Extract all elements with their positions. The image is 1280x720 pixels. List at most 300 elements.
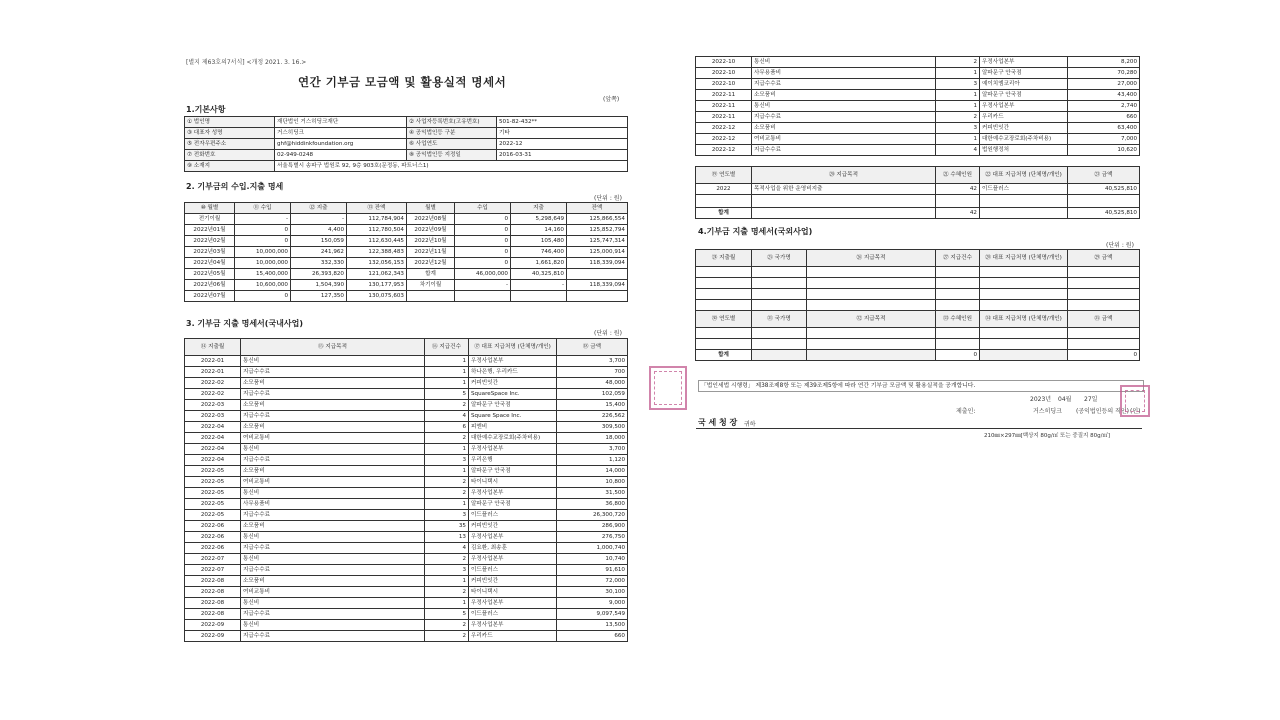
domestic-row-cell: 소모품비: [241, 400, 425, 411]
domestic-row-continued-cell: 우정사업본부: [980, 57, 1068, 68]
domestic-row-cell: 5: [425, 609, 469, 620]
income-expense-cell: 0: [455, 225, 511, 236]
domestic-expense-table: [184, 338, 628, 642]
domestic-row-cell: 2022-06: [185, 521, 241, 532]
basic-info-label: ④ 공익법인등 구분: [407, 128, 497, 139]
section2-unit: (단위 : 원): [594, 195, 622, 202]
domestic-row-continued: [696, 101, 1140, 112]
domestic-row-cell: 700: [557, 367, 628, 378]
income-expense-cell: 0: [235, 236, 291, 247]
domestic-row: [185, 477, 628, 488]
domestic-row-cell: 31,500: [557, 488, 628, 499]
domestic-row-continued-cell: 우리카드: [980, 112, 1068, 123]
domestic-row-cell: 2022-06: [185, 532, 241, 543]
domestic-row-cell: 지급수수료: [241, 389, 425, 400]
domestic-row-continued-cell: 2022-12: [696, 123, 752, 134]
domestic-row: [185, 587, 628, 598]
domestic-row: [185, 554, 628, 565]
domestic-row-continued-cell: 8,200: [1068, 57, 1140, 68]
date-year: 2023년: [1030, 396, 1052, 403]
income-expense-cell: 합계: [407, 269, 455, 280]
income-expense-cell: 10,600,000: [235, 280, 291, 291]
domestic-row-cell: SquareSpace Inc.: [469, 389, 557, 400]
domestic-row-cell: 2022-05: [185, 488, 241, 499]
income-expense-cell: 332,330: [291, 258, 347, 269]
domestic-row: [185, 488, 628, 499]
domestic-row-cell: 알파문구 안국점: [469, 400, 557, 411]
domestic-row-cell: 커피빈잇간: [469, 521, 557, 532]
domestic-row-continued-cell: 알파문구 안국점: [980, 68, 1068, 79]
domestic-row-continued: [696, 90, 1140, 101]
domestic-row-cell: 이드플러스: [469, 510, 557, 521]
income-expense-cell: 10,000,000: [235, 247, 291, 258]
domestic-row: [185, 543, 628, 554]
domestic-row-cell: 2022-01: [185, 367, 241, 378]
yearly-summary-header: ㉑ 수혜인원: [936, 167, 980, 184]
domestic-row-cell: 통신비: [241, 488, 425, 499]
income-expense-cell: 122,388,483: [347, 247, 407, 258]
domestic-row-cell: 통신비: [241, 620, 425, 631]
domestic-row-cell: 14,000: [557, 466, 628, 477]
basic-info-value: 2016-03-31: [497, 150, 628, 161]
domestic-row-cell: 1: [425, 576, 469, 587]
income-expense-header: ⑬ 잔액: [347, 203, 407, 214]
domestic-row-cell: Square Space Inc.: [469, 411, 557, 422]
domestic-row-cell: 여비교통비: [241, 587, 425, 598]
domestic-row-cell: 4: [425, 411, 469, 422]
domestic-row-cell: 2022-05: [185, 477, 241, 488]
income-expense-header: ⑫ 지출: [291, 203, 347, 214]
seal-stamp-icon: [1120, 385, 1150, 417]
recipient-suffix: 귀하: [744, 421, 756, 428]
domestic-row-cell: 36,800: [557, 499, 628, 510]
overseas-yearly-header: ㉚ 연도별: [696, 311, 752, 328]
domestic-row: [185, 433, 628, 444]
domestic-row-cell: 226,562: [557, 411, 628, 422]
domestic-row-continued-cell: 70,280: [1068, 68, 1140, 79]
domestic-row-cell: 지급수수료: [241, 609, 425, 620]
summary-purpose: 목적사업을 위한 운영비지출: [752, 184, 936, 195]
domestic-row-cell: 타이니택시: [469, 477, 557, 488]
domestic-row-continued-cell: 1: [936, 68, 980, 79]
domestic-row-continued-cell: 예이치엠코리아: [980, 79, 1068, 90]
domestic-row-cell: 1: [425, 367, 469, 378]
income-expense-row: [185, 280, 628, 291]
income-expense-cell: 0: [235, 291, 291, 302]
income-expense-cell: 46,000,000: [455, 269, 511, 280]
income-expense-header: 월별: [407, 203, 455, 214]
domestic-row-cell: 1: [425, 444, 469, 455]
summary-count: 42: [936, 184, 980, 195]
domestic-header: ⑮ 지급목적: [241, 339, 425, 356]
overseas-yearly-header: ㉞ 대표 지급처명 (단체명/개인): [980, 311, 1068, 328]
domestic-row-cell: 우정사업본부: [469, 488, 557, 499]
basic-info-value: 기타: [497, 128, 628, 139]
domestic-row: [185, 576, 628, 587]
domestic-row-continued: [696, 79, 1140, 90]
domestic-row: [185, 466, 628, 477]
domestic-row-cell: 소모품비: [241, 521, 425, 532]
domestic-row-cell: 2022-05: [185, 499, 241, 510]
domestic-row-cell: 2022-08: [185, 609, 241, 620]
income-expense-cell: 112,630,445: [347, 236, 407, 247]
income-expense-cell: 150,059: [291, 236, 347, 247]
income-expense-table: [184, 202, 628, 302]
income-expense-cell: 5,298,649: [511, 214, 567, 225]
income-expense-header: ⑪ 수입: [235, 203, 291, 214]
basic-info-row: [185, 139, 628, 150]
domestic-row-cell: 알파문구 안국점: [469, 499, 557, 510]
domestic-row: [185, 400, 628, 411]
yearly-summary-header: ㉒ 대표 지급처명 (단체명/개인): [980, 167, 1068, 184]
income-expense-cell: -: [455, 280, 511, 291]
domestic-row-cell: 309,500: [557, 422, 628, 433]
domestic-row: [185, 378, 628, 389]
domestic-row-cell: 9,097,549: [557, 609, 628, 620]
domestic-row-continued-cell: 660: [1068, 112, 1140, 123]
domestic-row-cell: 2: [425, 433, 469, 444]
domestic-row-cell: 2: [425, 554, 469, 565]
domestic-row-cell: 2022-08: [185, 587, 241, 598]
form-reference: [별지 제63호의7서식] <개정 2021. 3. 16.>: [186, 59, 307, 66]
basic-info-label: ⑥ 사업연도: [407, 139, 497, 150]
domestic-row-cell: 13: [425, 532, 469, 543]
domestic-row: [185, 510, 628, 521]
domestic-row-continued-cell: 법원행정처: [980, 145, 1068, 156]
domestic-row: [185, 631, 628, 642]
domestic-row-cell: 타이니택시: [469, 587, 557, 598]
basic-info-label: ⑦ 전화번호: [185, 150, 275, 161]
domestic-row-continued-cell: 2022-11: [696, 90, 752, 101]
domestic-header: ⑰ 대표 지급처명 (단체명/개인): [469, 339, 557, 356]
income-expense-cell: 132,056,153: [347, 258, 407, 269]
domestic-row-continued-cell: 알파문구 안국점: [980, 90, 1068, 101]
submitter-label: 제출인:: [956, 408, 976, 415]
income-expense-cell: 2022년12월: [407, 258, 455, 269]
overseas-header: ㉙ 금액: [1068, 250, 1140, 267]
income-expense-cell: 2022년04월: [185, 258, 235, 269]
paper-note: 210㎜×297㎜[백상지 80g/㎡ 또는 중질지 80g/㎡]: [984, 433, 1111, 439]
overseas-header: ㉗ 지급건수: [936, 250, 980, 267]
domestic-row: [185, 620, 628, 631]
domestic-row-cell: 소모품비: [241, 576, 425, 587]
domestic-row-cell: 소모품비: [241, 378, 425, 389]
domestic-row-cell: 우정사업본부: [469, 598, 557, 609]
overseas-total-amount: 0: [1068, 350, 1140, 361]
domestic-row-cell: 2: [425, 400, 469, 411]
domestic-row-cell: 지급수수료: [241, 631, 425, 642]
summary-amount: 40,525,810: [1068, 184, 1140, 195]
domestic-row-cell: 15,400: [557, 400, 628, 411]
income-expense-cell: [567, 269, 628, 280]
domestic-row-cell: 2022-08: [185, 576, 241, 587]
overseas-yearly-header: ㉛ 국가명: [752, 311, 807, 328]
domestic-row-cell: 피엔비: [469, 422, 557, 433]
income-expense-cell: 241,962: [291, 247, 347, 258]
income-expense-cell: 2022년06월: [185, 280, 235, 291]
domestic-row-cell: 26,300,720: [557, 510, 628, 521]
domestic-row-continued-cell: 2: [936, 57, 980, 68]
domestic-row-continued-cell: 7,000: [1068, 134, 1140, 145]
domestic-row-cell: 사무용품비: [241, 499, 425, 510]
income-expense-cell: 0: [455, 247, 511, 258]
income-expense-cell: 2022년07월: [185, 291, 235, 302]
domestic-row-cell: 2022-07: [185, 565, 241, 576]
domestic-row-continued-cell: 대한예수교장로회(주차비용): [980, 134, 1068, 145]
domestic-row-cell: 2022-09: [185, 631, 241, 642]
income-expense-cell: 26,393,820: [291, 269, 347, 280]
income-expense-cell: 130,177,953: [347, 280, 407, 291]
income-expense-cell: 전기이월: [185, 214, 235, 225]
domestic-row-cell: 1: [425, 499, 469, 510]
section1-heading: 1.기본사항: [186, 105, 226, 114]
domestic-row-cell: 91,610: [557, 565, 628, 576]
income-expense-cell: 0: [455, 214, 511, 225]
domestic-row-cell: 1: [425, 356, 469, 367]
domestic-row-cell: 276,750: [557, 532, 628, 543]
overseas-header: ㉖ 지급목적: [807, 250, 936, 267]
income-expense-header: 잔액: [567, 203, 628, 214]
domestic-row: [185, 609, 628, 620]
domestic-row-cell: 2: [425, 477, 469, 488]
domestic-row-cell: 하나은행, 우리카드: [469, 367, 557, 378]
domestic-row-continued-cell: 커피빈잇간: [980, 123, 1068, 134]
income-expense-cell: [567, 291, 628, 302]
income-expense-cell: 2022년10월: [407, 236, 455, 247]
income-expense-cell: [511, 291, 567, 302]
domestic-row-cell: 2022-04: [185, 422, 241, 433]
domestic-row: [185, 367, 628, 378]
domestic-row-cell: 286,900: [557, 521, 628, 532]
income-expense-cell: [407, 291, 455, 302]
domestic-row-cell: 9,000: [557, 598, 628, 609]
basic-info-label: ⑤ 전자우편주소: [185, 139, 275, 150]
domestic-row-cell: 우리은행: [469, 455, 557, 466]
basic-info-row: [185, 117, 628, 128]
domestic-row-cell: 2022-05: [185, 466, 241, 477]
income-expense-cell: 2022년02월: [185, 236, 235, 247]
income-expense-cell: 105,480: [511, 236, 567, 247]
date-day: 27일: [1084, 396, 1098, 403]
overseas-header: ㉘ 대표 지급처명 (단체명/개인): [980, 250, 1068, 267]
date-month: 04월: [1058, 396, 1072, 403]
domestic-row-cell: 10,740: [557, 554, 628, 565]
domestic-row-continued-cell: 소모품비: [752, 123, 936, 134]
overseas-header: ㉕ 국가명: [752, 250, 807, 267]
income-expense-cell: 118,339,094: [567, 280, 628, 291]
recipient: 국 세 청 장: [698, 418, 738, 427]
domestic-row-cell: 2022-01: [185, 356, 241, 367]
section3-unit: (단위 : 원): [594, 330, 622, 337]
domestic-row-continued-cell: 사무용품비: [752, 68, 936, 79]
domestic-row: [185, 499, 628, 510]
income-expense-header: ⑩ 월별: [185, 203, 235, 214]
income-expense-cell: 2022년03월: [185, 247, 235, 258]
domestic-row-cell: 2022-04: [185, 455, 241, 466]
domestic-row-continued-cell: 2022-12: [696, 145, 752, 156]
domestic-row-cell: 통신비: [241, 356, 425, 367]
domestic-header: ⑱ 금액: [557, 339, 628, 356]
domestic-row-cell: 3: [425, 510, 469, 521]
domestic-row-continued-cell: 1: [936, 101, 980, 112]
income-expense-cell: 112,780,504: [347, 225, 407, 236]
domestic-row: [185, 565, 628, 576]
income-expense-cell: [455, 291, 511, 302]
domestic-row-cell: 이드플러스: [469, 609, 557, 620]
document-page-right: [640, 0, 1280, 720]
overseas-header: ㉔ 지출월: [696, 250, 752, 267]
domestic-row-continued-cell: 27,000: [1068, 79, 1140, 90]
domestic-row-cell: 2022-09: [185, 620, 241, 631]
domestic-row-cell: 3,700: [557, 444, 628, 455]
domestic-row: [185, 356, 628, 367]
official-seal-stamp: [649, 366, 687, 410]
domestic-row-cell: 1: [425, 378, 469, 389]
domestic-row-cell: 1,120: [557, 455, 628, 466]
domestic-row: [185, 389, 628, 400]
domestic-row-cell: 10,800: [557, 477, 628, 488]
income-expense-cell: 2022년01월: [185, 225, 235, 236]
domestic-row-cell: 여비교통비: [241, 477, 425, 488]
domestic-row-cell: 1: [425, 598, 469, 609]
domestic-row: [185, 411, 628, 422]
overseas-yearly-header: ㉟ 금액: [1068, 311, 1140, 328]
domestic-row-cell: 우정사업본부: [469, 620, 557, 631]
domestic-row-cell: 2: [425, 587, 469, 598]
summary-payee: 이드플러스: [980, 184, 1068, 195]
overseas-yearly-header: ㉜ 지급목적: [807, 311, 936, 328]
domestic-row-cell: 통신비: [241, 598, 425, 609]
domestic-row-continued-cell: 지급수수료: [752, 145, 936, 156]
domestic-row-cell: 2022-08: [185, 598, 241, 609]
domestic-row-continued-cell: 2022-11: [696, 101, 752, 112]
basic-info-table: [184, 116, 628, 172]
basic-info-label: ⑧ 공익법인등 지정일: [407, 150, 497, 161]
domestic-row-cell: 소모품비: [241, 466, 425, 477]
domestic-row-cell: 이드플러스: [469, 565, 557, 576]
yearly-summary-header: ⑲ 연도별: [696, 167, 752, 184]
income-expense-cell: 0: [235, 225, 291, 236]
address-label: ⑨ 소재지: [185, 161, 275, 172]
domestic-row-continued-cell: 2022-12: [696, 134, 752, 145]
domestic-row-cell: 1,000,740: [557, 543, 628, 554]
domestic-row: [185, 455, 628, 466]
bottom-rule: [696, 428, 1142, 429]
income-expense-cell: 125,852,794: [567, 225, 628, 236]
domestic-row-continued-cell: 2022-10: [696, 79, 752, 90]
domestic-row-cell: 커피빈잇간: [469, 378, 557, 389]
domestic-row-cell: 2022-04: [185, 433, 241, 444]
income-expense-cell: 차기이월: [407, 280, 455, 291]
domestic-row-continued-cell: 통신비: [752, 57, 936, 68]
basic-info-label: ③ 대표자 성명: [185, 128, 275, 139]
domestic-row-continued-cell: 10,620: [1068, 145, 1140, 156]
domestic-row-continued-cell: 43,400: [1068, 90, 1140, 101]
income-expense-cell: 746,400: [511, 247, 567, 258]
domestic-expense-table-continued: [695, 56, 1140, 156]
domestic-row-continued-cell: 63,400: [1068, 123, 1140, 134]
summary-total-count: 42: [936, 208, 980, 219]
income-expense-row: [185, 214, 628, 225]
overseas-total-label: 합계: [696, 350, 752, 361]
domestic-row-continued-cell: 1: [936, 90, 980, 101]
income-expense-cell: 15,400,000: [235, 269, 291, 280]
basic-info-label: ② 사업자등록번호(고유번호): [407, 117, 497, 128]
basic-info-value: 02-949-0248: [275, 150, 407, 161]
income-expense-cell: 2022년11월: [407, 247, 455, 258]
domestic-row-cell: 35: [425, 521, 469, 532]
address-value: 서울특별시 송파구 법원로 92, 9층 903호(문정동, 파트너스1): [275, 161, 628, 172]
yearly-summary-header: ㉓ 금액: [1068, 167, 1140, 184]
domestic-row-cell: 여비교통비: [241, 433, 425, 444]
basic-info-value: 거스히딩크: [275, 128, 407, 139]
domestic-row-cell: 48,000: [557, 378, 628, 389]
overseas-total-count: 0: [936, 350, 980, 361]
domestic-row-continued-cell: 소모품비: [752, 90, 936, 101]
income-expense-cell: -: [291, 214, 347, 225]
income-expense-cell: 1,504,390: [291, 280, 347, 291]
domestic-row-continued-cell: 지급수수료: [752, 79, 936, 90]
domestic-row-cell: 2: [425, 631, 469, 642]
domestic-row-cell: 102,059: [557, 389, 628, 400]
domestic-row-cell: 통신비: [241, 554, 425, 565]
basic-info-row: [185, 150, 628, 161]
submitter-name: 거스히딩크: [1033, 408, 1062, 415]
domestic-row-cell: 소모품비: [241, 422, 425, 433]
section4-unit: (단위 : 원): [1106, 242, 1134, 249]
submitter-role: (공익법인등의 직인): [1076, 408, 1129, 415]
domestic-row-continued-cell: 2,740: [1068, 101, 1140, 112]
income-expense-header: 수입: [455, 203, 511, 214]
income-expense-row: [185, 247, 628, 258]
income-expense-cell: -: [511, 280, 567, 291]
income-expense-cell: 0: [455, 258, 511, 269]
income-expense-row: [185, 291, 628, 302]
section3-heading: 3. 기부금 지출 명세서(국내사업): [186, 319, 304, 328]
domestic-row-cell: 18,000: [557, 433, 628, 444]
income-expense-cell: 125,747,314: [567, 236, 628, 247]
income-expense-cell: -: [235, 214, 291, 225]
income-expense-cell: 127,350: [291, 291, 347, 302]
income-expense-cell: 125,866,554: [567, 214, 628, 225]
domestic-row-cell: 13,500: [557, 620, 628, 631]
domestic-row-cell: 2022-03: [185, 400, 241, 411]
domestic-row-continued: [696, 57, 1140, 68]
domestic-row-continued: [696, 123, 1140, 134]
domestic-row-cell: 2: [425, 620, 469, 631]
domestic-row-cell: 우정사업본부: [469, 532, 557, 543]
domestic-row-cell: 지급수수료: [241, 367, 425, 378]
basic-info-value: 2022-12: [497, 139, 628, 150]
domestic-row-continued-cell: 3: [936, 123, 980, 134]
domestic-row-continued-cell: 1: [936, 134, 980, 145]
basic-info-value: 501-82-432**: [497, 117, 628, 128]
domestic-row: [185, 532, 628, 543]
domestic-row-cell: 3: [425, 565, 469, 576]
income-expense-cell: 2022년08월: [407, 214, 455, 225]
income-expense-cell: 118,339,094: [567, 258, 628, 269]
domestic-header: ⑭ 지출월: [185, 339, 241, 356]
domestic-row-cell: 5: [425, 389, 469, 400]
domestic-row-cell: 우정사업본부: [469, 356, 557, 367]
overseas-yearly-header: ㉝ 수혜인원: [936, 311, 980, 328]
basic-info-value: ghf@hiddinkfoundation.org: [275, 139, 407, 150]
domestic-row-cell: 2022-06: [185, 543, 241, 554]
front-label: (앞쪽): [603, 96, 620, 103]
summary-total-label: 합계: [696, 208, 752, 219]
income-expense-cell: 10,000,000: [235, 258, 291, 269]
income-expense-cell: 0: [455, 236, 511, 247]
